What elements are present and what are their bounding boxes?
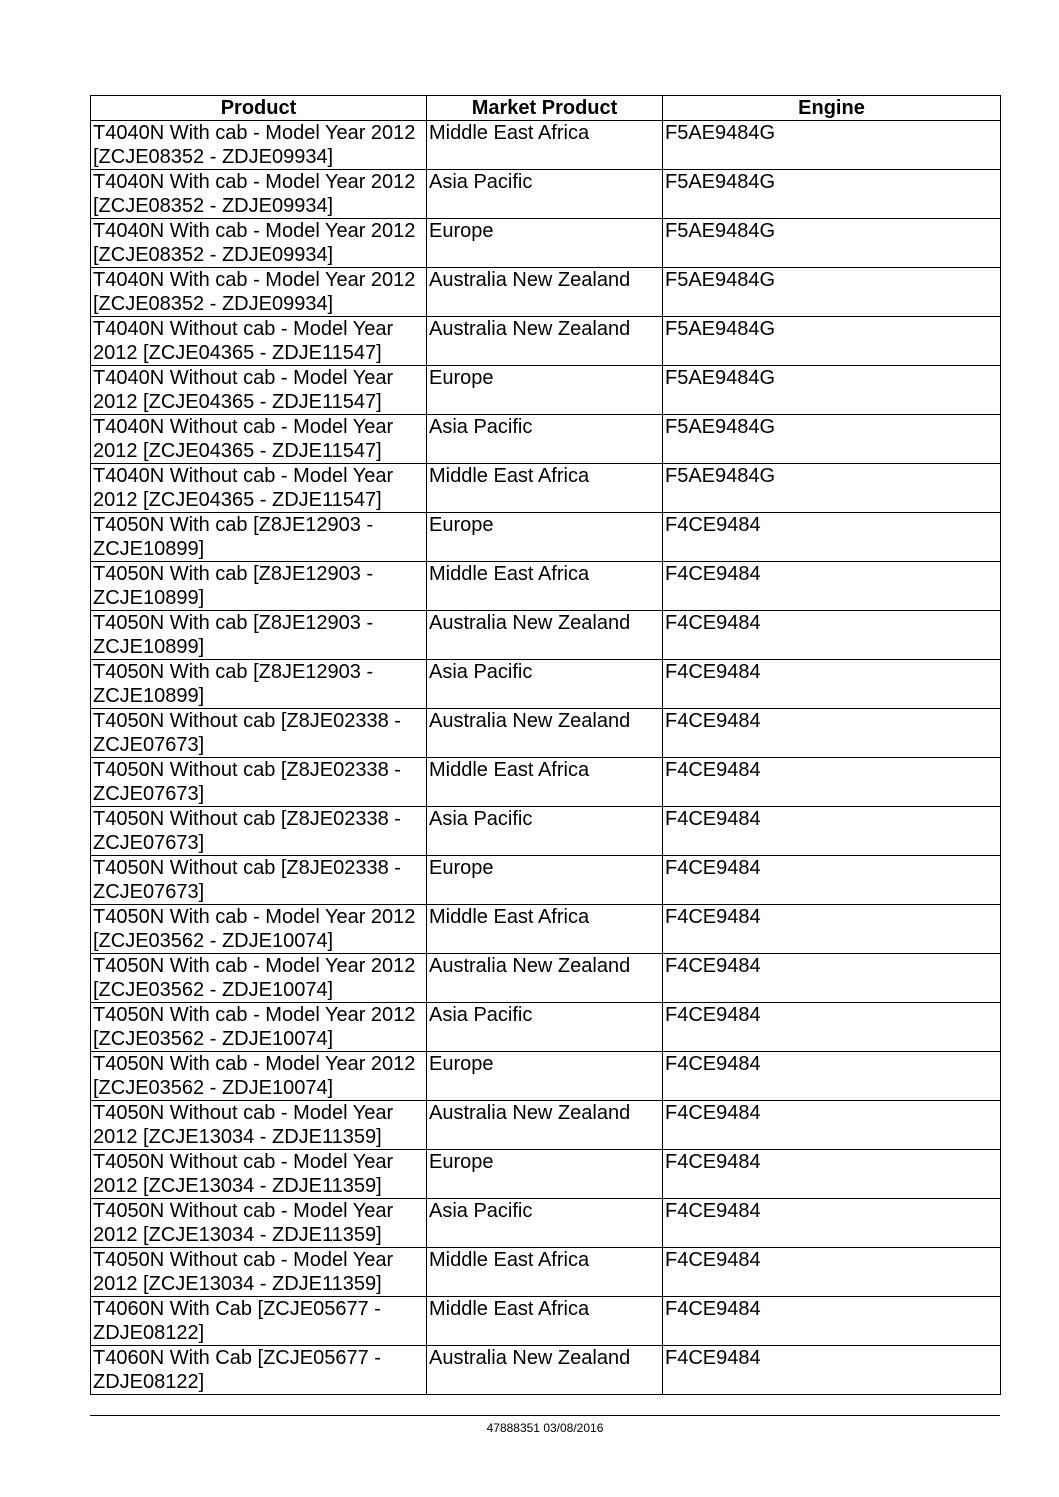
cell-market-product: Europe [427, 856, 663, 905]
table-row [91, 1248, 1001, 1297]
cell-engine: F4CE9484 [663, 1101, 1001, 1150]
table-row [91, 317, 1001, 366]
cell-engine: F5AE9484G [663, 464, 1001, 513]
cell-market-product: Middle East Africa [427, 464, 663, 513]
cell-product: T4040N Without cab - Model Year 2012 [ZCJE04365 - ZDJE11547] [91, 464, 427, 513]
cell-market-product: Middle East Africa [427, 905, 663, 954]
cell-market-product: Australia New Zealand [427, 1101, 663, 1150]
table-row [91, 366, 1001, 415]
table-row [91, 219, 1001, 268]
table-row [91, 1150, 1001, 1199]
cell-market-product: Australia New Zealand [427, 317, 663, 366]
table-row [91, 905, 1001, 954]
cell-market-product: Asia Pacific [427, 1003, 663, 1052]
cell-product: T4050N Without cab [Z8JE02338 - ZCJE07673] [91, 807, 427, 856]
table-row [91, 1346, 1001, 1395]
cell-engine: F5AE9484G [663, 170, 1001, 219]
table-row [91, 660, 1001, 709]
cell-market-product: Asia Pacific [427, 1199, 663, 1248]
table-row [91, 709, 1001, 758]
cell-market-product: Australia New Zealand [427, 611, 663, 660]
table-row [91, 954, 1001, 1003]
cell-engine: F4CE9484 [663, 1297, 1001, 1346]
cell-market-product: Europe [427, 1150, 663, 1199]
cell-product: T4050N Without cab - Model Year 2012 [ZCJE13034 - ZDJE11359] [91, 1101, 427, 1150]
cell-engine: F4CE9484 [663, 1346, 1001, 1395]
table-row [91, 268, 1001, 317]
table-row [91, 611, 1001, 660]
header-product: Product [91, 96, 427, 121]
header-engine: Engine [663, 96, 1001, 121]
cell-engine: F4CE9484 [663, 562, 1001, 611]
table-row [91, 121, 1001, 170]
cell-product: T4050N With cab [Z8JE12903 - ZCJE10899] [91, 562, 427, 611]
cell-engine: F5AE9484G [663, 268, 1001, 317]
cell-market-product: Australia New Zealand [427, 268, 663, 317]
cell-product: T4050N With cab - Model Year 2012 [ZCJE03562 - ZDJE10074] [91, 1003, 427, 1052]
cell-product: T4050N Without cab - Model Year 2012 [ZCJE13034 - ZDJE11359] [91, 1199, 427, 1248]
cell-engine: F4CE9484 [663, 1248, 1001, 1297]
cell-product: T4040N With cab - Model Year 2012 [ZCJE08352 - ZDJE09934] [91, 219, 427, 268]
cell-engine: F4CE9484 [663, 709, 1001, 758]
table-row [91, 1003, 1001, 1052]
cell-market-product: Asia Pacific [427, 170, 663, 219]
cell-product: T4050N With cab [Z8JE12903 - ZCJE10899] [91, 611, 427, 660]
cell-product: T4050N Without cab [Z8JE02338 - ZCJE07673] [91, 709, 427, 758]
table-row [91, 513, 1001, 562]
cell-engine: F4CE9484 [663, 807, 1001, 856]
cell-market-product: Australia New Zealand [427, 709, 663, 758]
cell-product: T4050N With cab [Z8JE12903 - ZCJE10899] [91, 660, 427, 709]
cell-product: T4050N With cab - Model Year 2012 [ZCJE03562 - ZDJE10074] [91, 905, 427, 954]
cell-market-product: Middle East Africa [427, 1248, 663, 1297]
cell-engine: F4CE9484 [663, 1003, 1001, 1052]
table-row [91, 1199, 1001, 1248]
cell-engine: F4CE9484 [663, 660, 1001, 709]
cell-product: T4040N Without cab - Model Year 2012 [ZCJE04365 - ZDJE11547] [91, 415, 427, 464]
cell-market-product: Europe [427, 513, 663, 562]
cell-engine: F4CE9484 [663, 1150, 1001, 1199]
cell-product: T4050N Without cab - Model Year 2012 [ZCJE13034 - ZDJE11359] [91, 1248, 427, 1297]
cell-engine: F4CE9484 [663, 856, 1001, 905]
cell-engine: F5AE9484G [663, 366, 1001, 415]
table-row [91, 415, 1001, 464]
cell-product: T4050N Without cab [Z8JE02338 - ZCJE07673] [91, 758, 427, 807]
cell-product: T4040N With cab - Model Year 2012 [ZCJE08352 - ZDJE09934] [91, 170, 427, 219]
cell-product: T4050N With cab - Model Year 2012 [ZCJE03562 - ZDJE10074] [91, 954, 427, 1003]
table-body [91, 121, 1001, 1395]
cell-market-product: Middle East Africa [427, 758, 663, 807]
cell-market-product: Europe [427, 1052, 663, 1101]
cell-engine: F5AE9484G [663, 317, 1001, 366]
cell-market-product: Europe [427, 219, 663, 268]
cell-engine: F4CE9484 [663, 758, 1001, 807]
cell-engine: F4CE9484 [663, 954, 1001, 1003]
cell-product: T4060N With Cab [ZCJE05677 - ZDJE08122] [91, 1297, 427, 1346]
cell-market-product: Middle East Africa [427, 121, 663, 170]
cell-product: T4040N Without cab - Model Year 2012 [ZCJE04365 - ZDJE11547] [91, 366, 427, 415]
cell-product: T4040N Without cab - Model Year 2012 [ZCJE04365 - ZDJE11547] [91, 317, 427, 366]
cell-engine: F4CE9484 [663, 611, 1001, 660]
cell-engine: F4CE9484 [663, 1199, 1001, 1248]
cell-market-product: Australia New Zealand [427, 1346, 663, 1395]
cell-engine: F5AE9484G [663, 415, 1001, 464]
cell-market-product: Asia Pacific [427, 660, 663, 709]
table-row [91, 1297, 1001, 1346]
cell-product: T4050N Without cab [Z8JE02338 - ZCJE07673] [91, 856, 427, 905]
footer-divider [90, 1415, 1000, 1416]
cell-market-product: Asia Pacific [427, 415, 663, 464]
cell-engine: F4CE9484 [663, 1052, 1001, 1101]
cell-market-product: Asia Pacific [427, 807, 663, 856]
cell-market-product: Australia New Zealand [427, 954, 663, 1003]
cell-product: T4050N With cab [Z8JE12903 - ZCJE10899] [91, 513, 427, 562]
cell-engine: F4CE9484 [663, 513, 1001, 562]
table-row [91, 1101, 1001, 1150]
table-header-row [91, 96, 1001, 121]
cell-engine: F5AE9484G [663, 219, 1001, 268]
footer-document-id: 47888351 03/08/2016 [486, 1421, 604, 1435]
header-market-product: Market Product [427, 96, 663, 121]
table-row [91, 170, 1001, 219]
table-row [91, 464, 1001, 513]
table-row [91, 1052, 1001, 1101]
cell-product: T4060N With Cab [ZCJE05677 - ZDJE08122] [91, 1346, 427, 1395]
cell-engine: F5AE9484G [663, 121, 1001, 170]
table-row [91, 758, 1001, 807]
table-row [91, 856, 1001, 905]
cell-market-product: Middle East Africa [427, 562, 663, 611]
cell-product: T4040N With cab - Model Year 2012 [ZCJE08352 - ZDJE09934] [91, 268, 427, 317]
cell-product: T4050N With cab - Model Year 2012 [ZCJE03562 - ZDJE10074] [91, 1052, 427, 1101]
cell-market-product: Middle East Africa [427, 1297, 663, 1346]
table-row [91, 807, 1001, 856]
cell-engine: F4CE9484 [663, 905, 1001, 954]
product-engine-table [90, 95, 1001, 1395]
cell-market-product: Europe [427, 366, 663, 415]
table-row [91, 562, 1001, 611]
cell-product: T4050N Without cab - Model Year 2012 [ZCJE13034 - ZDJE11359] [91, 1150, 427, 1199]
cell-product: T4040N With cab - Model Year 2012 [ZCJE08352 - ZDJE09934] [91, 121, 427, 170]
